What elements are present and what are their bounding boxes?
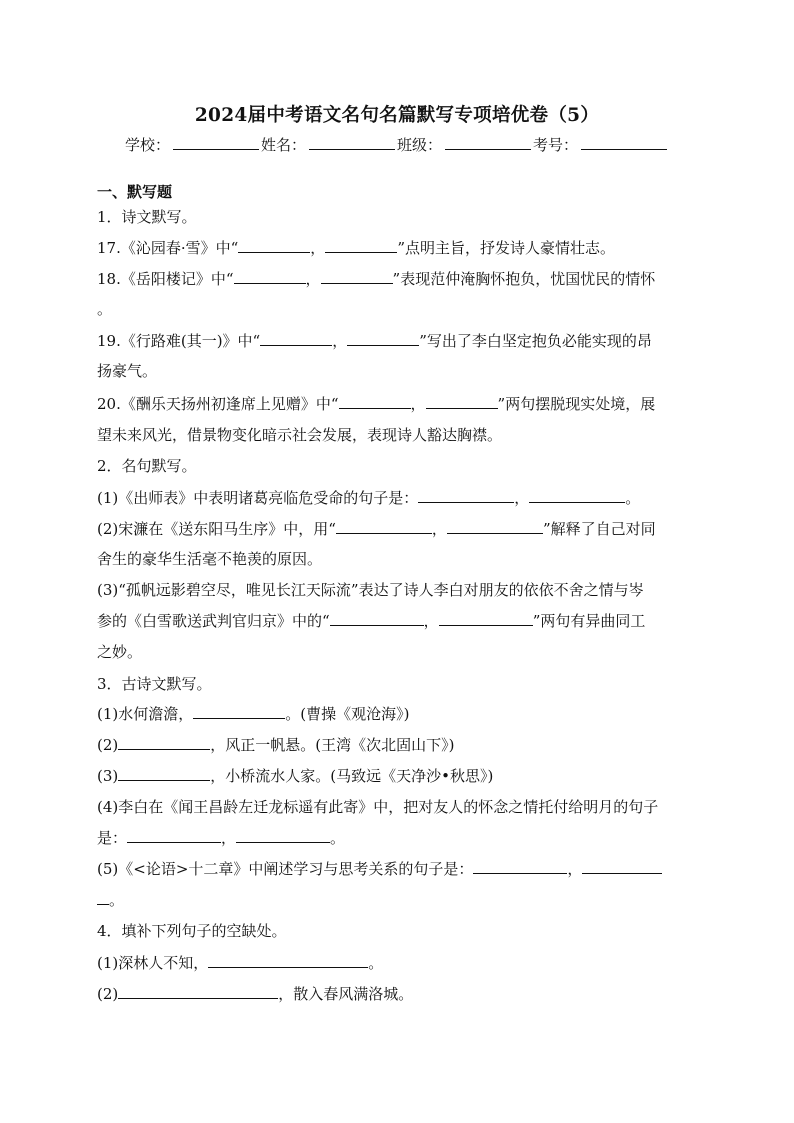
question-20: 20.《酬乐天扬州初逢席上见赠》中“ ， ”两句摆脱现实处境，展	[97, 395, 656, 413]
answer-blank	[418, 489, 514, 503]
poem-1: (1)水何澹澹， 。(曹操《观沧海》)	[97, 705, 410, 723]
answer-blank	[473, 860, 567, 874]
number-blank	[581, 136, 667, 150]
question-17: 17.《沁园春·雪》中“ ， ”点明主旨，抒发诗人豪情壮志。	[97, 239, 615, 257]
answer-blank	[260, 332, 332, 346]
poem-5: (5)《<论语>十二章》中阐述学习与思考关系的句子是： ，	[97, 858, 697, 879]
poem-5-cont: 。	[97, 889, 697, 910]
answer-blank	[529, 489, 625, 503]
answer-blank	[347, 332, 419, 346]
answer-blank	[234, 270, 306, 284]
answer-blank	[426, 395, 498, 409]
page-title: 2024届中考语文名句名篇默写专项培优卷（5）	[194, 105, 600, 126]
section-heading: 一、默写题	[97, 183, 173, 201]
answer-blank	[321, 270, 393, 284]
class-blank	[445, 136, 531, 150]
number-label: 考号：	[533, 136, 579, 154]
question-18: 18.《岳阳楼记》中“ ， ”表现范仲淹胸怀抱负，忧国忧民的情怀	[97, 270, 656, 288]
name-label: 姓名：	[260, 136, 306, 154]
question-4-heading: 4．填补下列句子的空缺处。	[97, 922, 287, 940]
answer-blank	[325, 239, 397, 253]
poem-4-cont: 是： ， 。	[97, 829, 346, 847]
poem-2: (2) ，风正一帆悬。(王湾《次北固山下》)	[97, 736, 455, 754]
fill-2: (2) ，散入春风满洛城。	[97, 985, 414, 1003]
question-3-heading: 3．古诗文默写。	[97, 675, 212, 693]
answer-blank	[336, 520, 432, 534]
answer-blank	[236, 829, 330, 843]
famous-quote-2: (2)宋濂在《送东阳马生序》中，用“ ， ”解释了自己对同	[97, 520, 656, 538]
answer-blank	[330, 612, 424, 626]
answer-blank	[127, 829, 221, 843]
answer-blank	[97, 891, 109, 905]
answer-blank	[193, 705, 285, 719]
answer-blank	[439, 612, 533, 626]
answer-blank	[339, 395, 411, 409]
answer-blank	[582, 860, 662, 874]
answer-blank	[208, 954, 368, 968]
answer-blank	[118, 736, 210, 750]
school-label: 学校：	[124, 136, 170, 154]
answer-blank	[118, 767, 210, 781]
poem-4: (4)李白在《闻王昌龄左迁龙标遥有此寄》中，把对友人的怀念之情托付给明月的句子	[97, 798, 659, 816]
school-blank	[173, 136, 259, 150]
famous-quote-3-end: 之妙。	[97, 643, 143, 661]
fill-1: (1)深林人不知， 。	[97, 954, 384, 972]
class-label: 班级：	[397, 136, 443, 154]
answer-blank	[238, 239, 310, 253]
student-info-row	[0, 134, 794, 155]
famous-quote-3-cont: 参的《白雪歌送武判官归京》中的“ ， ”两句有异曲同工	[97, 612, 646, 630]
answer-blank	[447, 520, 543, 534]
question-20-cont: 望未来风光，借景物变化暗示社会发展，表现诗人豁达胸襟。	[97, 426, 503, 444]
famous-quote-2-cont: 舍生的豪华生活毫不艳羡的原因。	[97, 550, 323, 568]
question-19-cont: 扬豪气。	[97, 362, 158, 380]
famous-quote-3: (3)“孤帆远影碧空尽，唯见长江天际流”表达了诗人李白对朋友的依依不舍之情与岑	[97, 581, 644, 599]
question-1-heading: 1．诗文默写。	[97, 208, 197, 226]
question-18-cont: 。	[97, 300, 113, 318]
question-2-heading: 2．名句默写。	[97, 457, 197, 475]
name-blank	[309, 136, 395, 150]
question-19: 19.《行路难(其一)》中“ ， ”写出了李白坚定抱负必能实现的昂	[97, 332, 652, 350]
poem-3: (3) ，小桥流水人家。(马致远《天净沙•秋思》)	[97, 767, 494, 785]
famous-quote-1: (1)《出师表》中表明诸葛亮临危受命的句子是： ， 。	[97, 489, 641, 507]
answer-blank	[118, 985, 278, 999]
